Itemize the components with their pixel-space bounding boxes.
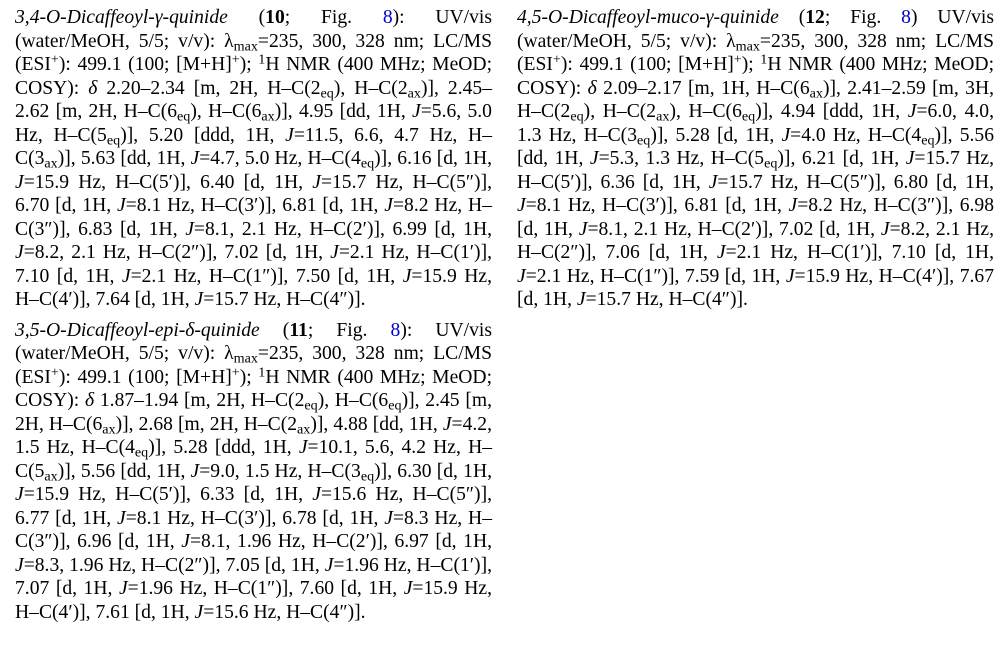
compound-title: 4,5-O-Dicaffeoyl-muco-γ-quinide [517, 7, 779, 28]
compound-number: 11 [289, 319, 308, 341]
spectral-data: UV/vis (water/MeOH, 5/5; v/v): $\lambda_{max}=235$, 300, 328 nm; LC/MS (ESI+): 499.1 (100; [M+H]+); $^1$H NMR (400 MHz; MeOD; COSY): δ 2.20–2.34 [m, 2H, $H-C(2_{eq})$, $H-C(2_{ax})$], 2.45–2.62 [m, 2H, $H-C(6_{eq})$, $H-C(6_{ax})$], 4.95 [dd, 1H, J=5.6, 5.0 Hz, $H-C(5_{eq})$], 5.20 [ddd, 1H, J=11.5, 6.6, 4.7 Hz, $H-C(3_{ax})$], 5.63 [dd, 1H, J=4.7, 5.0 Hz, $H-C(4_{eq})$], 6.16 [d, 1H, J=15.9 Hz, H–C(5′)], 6.40 [d, 1H, J=15.7 Hz, H–C(5″)], 6.70 [d, 1H, J=8.1 Hz, H–C(3′)], 6.81 [d, 1H, J=8.2 Hz, H–C(3″)], 6.83 [d, 1H, J=8.1, 2.1 Hz, H–C(2′)], 6.99 [d, 1H, J=8.2, 2.1 Hz, H–C(2″)], 7.02 [d, 1H, J=2.1 Hz, H–C(1′)], 7.10 [d, 1H, J=2.1 Hz, H–C(1″)], 7.50 [d, 1H, J=15.9 Hz, H–C(4′)], 7.64 [d, 1H, J=15.7 Hz, H–C(4″)]. [15, 7, 493, 310]
compound-number: 12 [805, 7, 825, 28]
compound-title: 3,4-O-Dicaffeoyl-γ-quinide [15, 7, 228, 28]
spectral-data: UV/vis (water/MeOH, 5/5; v/v): $\lambda_{max}=235$, 300, 328 nm; LC/MS (ESI+): 499.1 (100; [M+H]+); $^1$H NMR (400 MHz; MeOD; COSY): δ 2.09–2.17 [m, 1H, $H-C(6_{ax})$], 2.41–2.59 [m, 3H, $H-C(2_{eq})$, $H-C(2_{ax})$, $H-C(6_{eq})$], 4.94 [ddd, 1H, J=6.0, 4.0, 1.3 Hz, $H-C(3_{eq})$], 5.28 [d, 1H, J=4.0 Hz, $H-C(4_{eq})$], 5.56 [dd, 1H, J=5.3, 1.3 Hz, $H-C(5_{eq})$], 6.21 [d, 1H, J=15.7 Hz, H–C(5′)], 6.36 [d, 1H, J=15.7 Hz, H–C(5″)], 6.80 [d, 1H, J=8.1 Hz, H–C(3′)], 6.81 [d, 1H, J=8.2 Hz, H–C(3″)], 6.98 [d, 1H, J=8.1, 2.1 Hz, H–C(2′)], 7.02 [d, 1H, J=8.2, 2.1 Hz, H–C(2″)], 7.06 [d, 1H, J=2.1 Hz, H–C(1′)], 7.10 [d, 1H, J=2.1 Hz, H–C(1″)], 7.59 [d, 1H, J=15.9 Hz, H–C(4′)], 7.67 [d, 1H, J=15.7 Hz, H–C(4″)]. [517, 7, 995, 310]
spectral-data: UV/vis (water/MeOH, 5/5; v/v): $\lambda_{max}=235$, 300, 328 nm; LC/MS (ESI+): 499.1 (100; [M+H]+); $^1$H NMR (400 MHz; MeOD; COSY): δ 1.87–1.94 [m, 2H, $H-C(2_{eq})$, $H-C(6_{eq})$], 2.45 [m, 2H, $H-C(6_{ax})$], 2.68 [m, 2H, $H-C(2_{ax})$], 4.88 [dd, 1H, J=4.2, 1.5 Hz, $H-C(4_{eq})$], 5.28 [ddd, 1H, J=10.1, 5.6, 4.2 Hz, $H-C(5_{ax})$], 5.56 [dd, 1H, J=9.0, 1.5 Hz, $H-C(3_{eq})$], 6.30 [d, 1H, J=15.9 Hz, H–C(5′)], 6.33 [d, 1H, J=15.6 Hz, H–C(5″)], 6.77 [d, 1H, J=8.1 Hz, H–C(3′)], 6.78 [d, 1H, J=8.3 Hz, H–C(3″)], 6.96 [d, 1H, J=8.1, 1.96 Hz, H–C(2′)], 6.97 [d, 1H, J=8.3, 1.96 Hz, H–C(2″)], 7.05 [d, 1H, J=1.96 Hz, H–C(1′)], 7.07 [d, 1H, J=1.96 Hz, H–C(1″)], 7.60 [d, 1H, J=15.9 Hz, H–C(4′)], 7.61 [d, 1H, J=15.6 Hz, H–C(4″)]. [15, 319, 493, 623]
figure-link[interactable]: 8 [901, 7, 911, 28]
right-column [517, 6, 994, 319]
title-close: ): [392, 7, 405, 28]
compound-entry-10: 3,4-O-Dicaffeoyl-γ-quinide (10; Fig. 8): UV/vis (water/MeOH, 5/5; v/v): $\lambda_{max}=235$, 300, 328 nm; LC/MS (ESI+): 499.1 (100; [M+H]+); $^1$H NMR (400 MHz; MeOD; COSY): δ 2.20–2.34 [m, 2H, $H-C(2_{eq})$, $H-C(2_{ax})$], 2.45–2.62 [m, 2H, $H-C(6_{eq})$, $H-C(6_{ax})$], 4.95 [dd, 1H, J=5.6, 5.0 Hz, $H-C(5_{eq})$], 5.20 [ddd, 1H, J=11.5, 6.6, 4.7 Hz, $H-C(3_{ax})$], 5.63 [dd, 1H, J=4.7, 5.0 Hz, $H-C(4_{eq})$], 6.16 [d, 1H, J=15.9 Hz, H–C(5′)], 6.40 [d, 1H, J=15.7 Hz, H–C(5″)], 6.70 [d, 1H, J=8.1 Hz, H–C(3′)], 6.81 [d, 1H, J=8.2 Hz, H–C(3″)], 6.83 [d, 1H, J=8.1, 2.1 Hz, H–C(2′)], 6.99 [d, 1H, J=8.2, 2.1 Hz, H–C(2″)], 7.02 [d, 1H, J=2.1 Hz, H–C(1′)], 7.10 [d, 1H, J=2.1 Hz, H–C(1″)], 7.50 [d, 1H, J=15.9 Hz, H–C(4′)], 7.64 [d, 1H, J=15.7 Hz, H–C(4″)]. [15, 7, 493, 310]
compound-title: 3,5-O-Dicaffeoyl-epi-δ-quinide [15, 319, 260, 341]
figure-link[interactable]: 8 [382, 7, 393, 28]
compound-entry-12: 4,5-O-Dicaffeoyl-muco-γ-quinide (12; Fig. 8) UV/vis (water/MeOH, 5/5; v/v): $\lambda_{max}=235$, 300, 328 nm; LC/MS (ESI+): 499.1 (100; [M+H]+); $^1$H NMR (400 MHz; MeOD; COSY): δ 2.09–2.17 [m, 1H, $H-C(6_{ax})$], 2.41–2.59 [m, 3H, $H-C(2_{eq})$, $H-C(2_{ax})$, $H-C(6_{eq})$], 4.94 [ddd, 1H, J=6.0, 4.0, 1.3 Hz, $H-C(3_{eq})$], 5.28 [d, 1H, J=4.0 Hz, $H-C(4_{eq})$], 5.56 [dd, 1H, J=5.3, 1.3 Hz, $H-C(5_{eq})$], 6.21 [d, 1H, J=15.7 Hz, H–C(5′)], 6.36 [d, 1H, J=15.7 Hz, H–C(5″)], 6.80 [d, 1H, J=8.1 Hz, H–C(3′)], 6.81 [d, 1H, J=8.2 Hz, H–C(3″)], 6.98 [d, 1H, J=8.1, 2.1 Hz, H–C(2′)], 7.02 [d, 1H, J=8.2, 2.1 Hz, H–C(2″)], 7.06 [d, 1H, J=2.1 Hz, H–C(1′)], 7.10 [d, 1H, J=2.1 Hz, H–C(1″)], 7.59 [d, 1H, J=15.9 Hz, H–C(4′)], 7.67 [d, 1H, J=15.7 Hz, H–C(4″)]. [517, 7, 995, 310]
compound-number: 10 [265, 7, 285, 28]
figure-link[interactable]: 8 [390, 319, 401, 341]
compound-entry-11: 3,5-O-Dicaffeoyl-epi-δ-quinide (11; Fig. 8): UV/vis (water/MeOH, 5/5; v/v): $\lambda_{max}=235$, 300, 328 nm; LC/MS (ESI+): 499.1 (100; [M+H]+); $^1$H NMR (400 MHz; MeOD; COSY): δ 1.87–1.94 [m, 2H, $H-C(2_{eq})$, $H-C(6_{eq})$], 2.45 [m, 2H, $H-C(6_{ax})$], 2.68 [m, 2H, $H-C(2_{ax})$], 4.88 [dd, 1H, J=4.2, 1.5 Hz, $H-C(4_{eq})$], 5.28 [ddd, 1H, J=10.1, 5.6, 4.2 Hz, $H-C(5_{ax})$], 5.56 [dd, 1H, J=9.0, 1.5 Hz, $H-C(3_{eq})$], 6.30 [d, 1H, J=15.9 Hz, H–C(5′)], 6.33 [d, 1H, J=15.6 Hz, H–C(5″)], 6.77 [d, 1H, J=8.1 Hz, H–C(3′)], 6.78 [d, 1H, J=8.3 Hz, H–C(3″)], 6.96 [d, 1H, J=8.1, 1.96 Hz, H–C(2′)], 6.97 [d, 1H, J=8.3, 1.96 Hz, H–C(2″)], 7.05 [d, 1H, J=1.96 Hz, H–C(1′)], 7.07 [d, 1H, J=1.96 Hz, H–C(1″)], 7.60 [d, 1H, J=15.9 Hz, H–C(4′)], 7.61 [d, 1H, J=15.6 Hz, H–C(4″)]. [15, 319, 493, 623]
left-column [15, 6, 492, 631]
title-close: ) [910, 7, 918, 28]
title-close: ): [400, 319, 413, 341]
